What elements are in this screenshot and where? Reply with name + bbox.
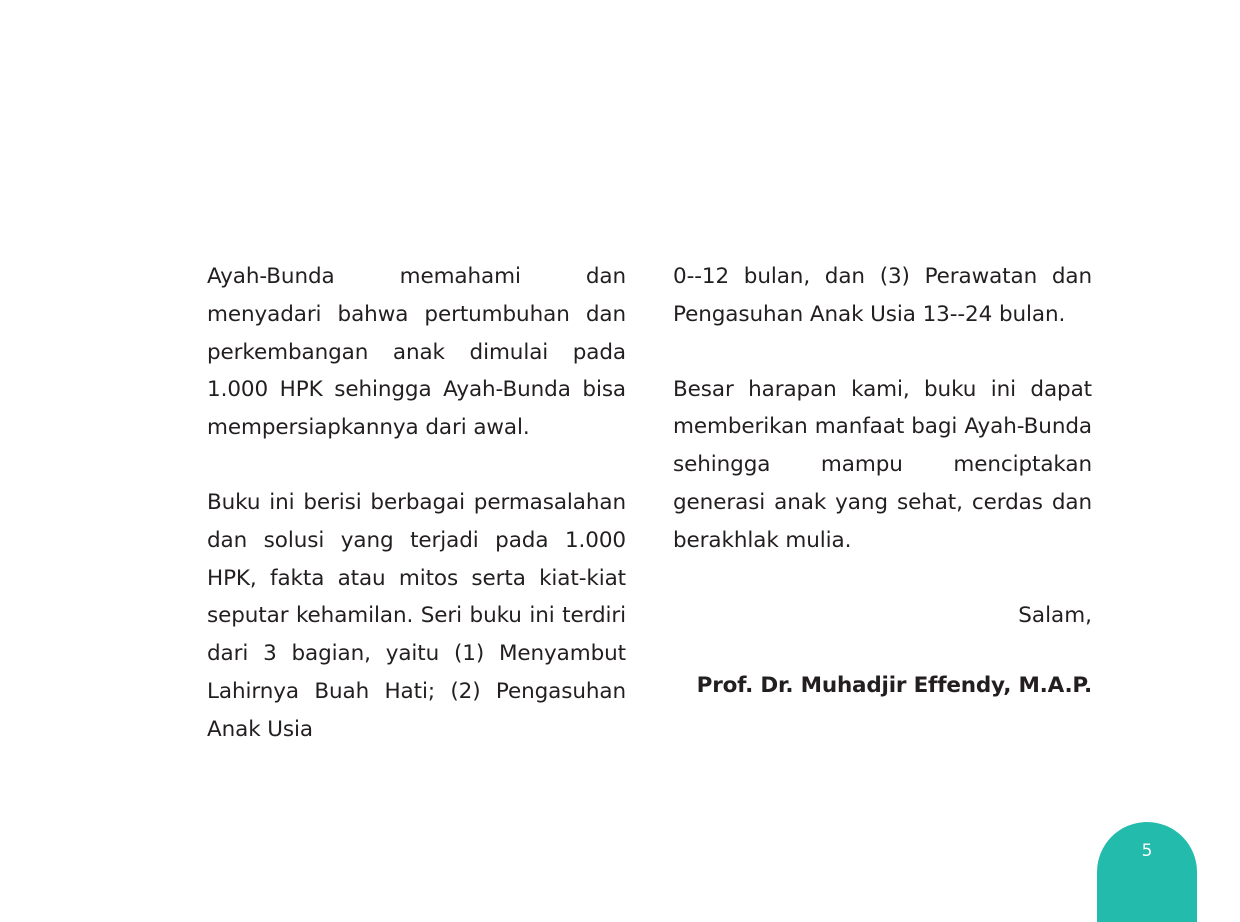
left-column <box>207 258 626 749</box>
right-column <box>673 258 1092 749</box>
paragraph: Besar harapan kami, buku ini dapat memberikan manfaat bagi Ayah-Bunda sehingga mampu menciptakan generasi anak yang sehat, cerdas dan berakhlak mulia. <box>673 376 1092 553</box>
paragraph: Ayah-Bunda memahami dan menyadari bahwa pertumbuhan dan perkembangan anak dimulai pada 1.000 HPK sehingga Ayah-Bunda bisa mempersiapkannya dari awal. <box>207 264 626 441</box>
closing-salutation: Salam, <box>1018 602 1092 628</box>
page-number: 5 <box>1141 841 1153 861</box>
paragraph: Buku ini berisi berbagai permasalahan dan solusi yang terjadi pada 1.000 HPK, fakta atau mitos serta kiat-kiat seputar kehamilan. Seri buku ini terdiri dari 3 bagian, yaitu (1) Menyambut Lahirnya Buah Hati; (2) Pengasuhan Anak Usia <box>207 489 626 742</box>
page-number-badge <box>1097 822 1197 922</box>
body-columns <box>207 258 1093 749</box>
signature-name: Prof. Dr. Muhadjir Effendy, M.A.P. <box>696 673 1092 699</box>
paragraph: 0--12 bulan, dan (3) Perawatan dan Pengasuhan Anak Usia 13--24 bulan. <box>673 264 1092 327</box>
